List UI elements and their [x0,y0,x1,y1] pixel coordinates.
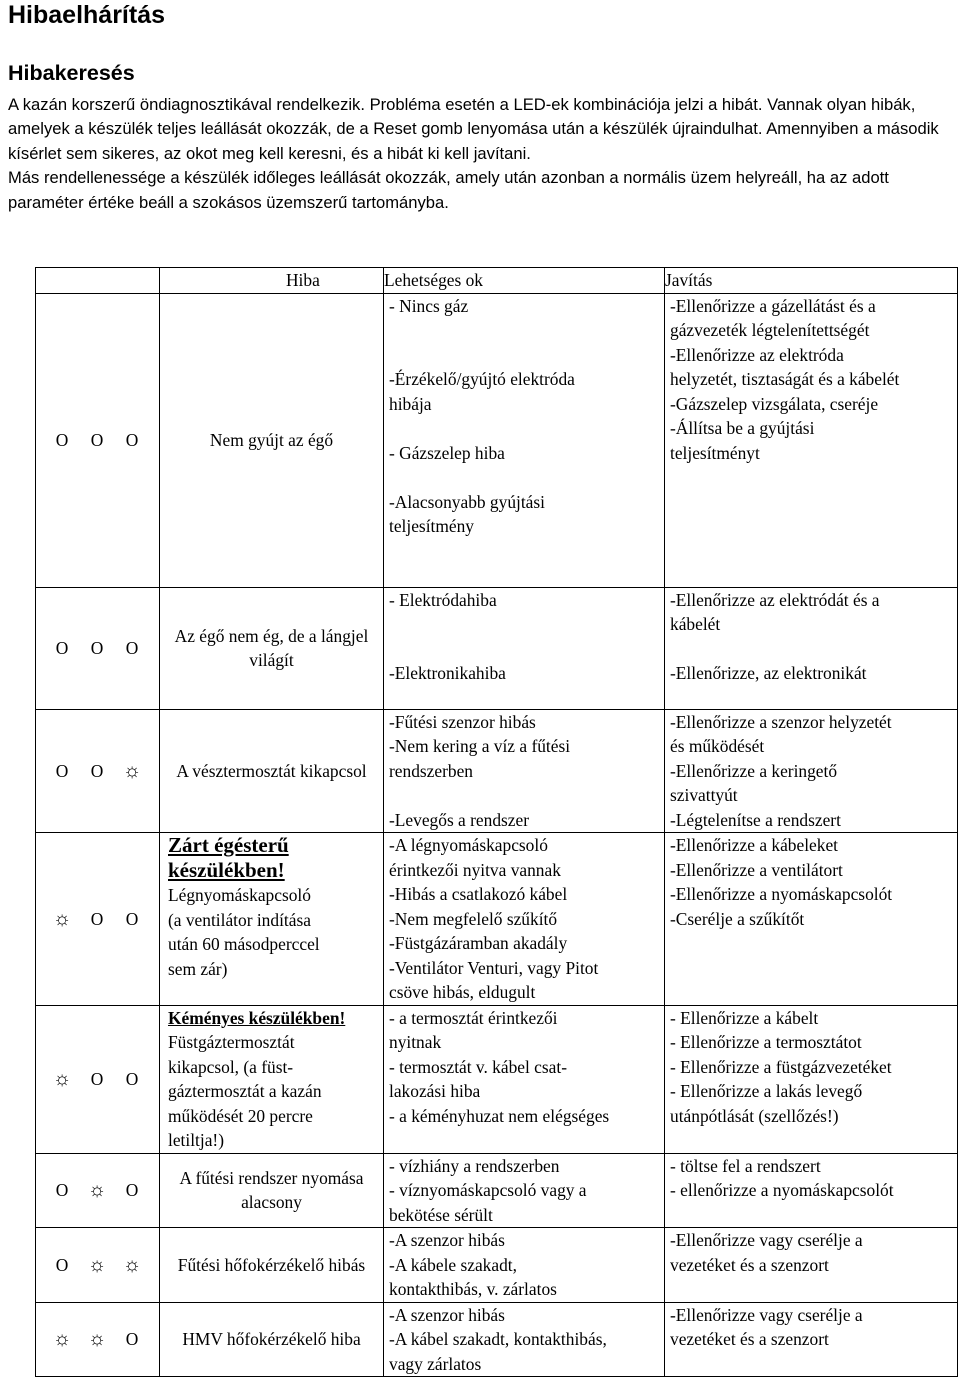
led-off-icon: O [55,637,69,658]
possible-cause [384,1153,665,1228]
header-hiba: Hiba [160,268,384,294]
remedy-line: - ellenőrizze a nyomáskapcsolót [670,1180,894,1200]
remedy-line: -Ellenőrizze a kábeleket [670,835,839,855]
possible-cause-line: -Érzékelő/gyújtó elektróda [389,369,575,389]
possible-cause-line: bekötése sérült [389,1204,493,1225]
fault-description [160,1153,384,1228]
remedy-line: -Ellenőrizze a gázellátást és a [670,295,876,316]
table-row [36,587,958,709]
remedy [665,1228,958,1303]
remedy-line: vezetéket és a szenzort [670,1254,829,1275]
remedy-line [670,637,957,662]
fault-text: Nem gyújt az égő [209,429,334,450]
remedy-line: teljesítményt [670,442,760,463]
remedy-line: -Ellenőrizze vagy cserélje a [670,1304,863,1325]
fault-description [160,587,384,709]
remedy-line: -Ellenőrizze az elektródát és a [670,589,880,610]
fault-description [160,1005,384,1153]
possible-cause-line: -Füstgázáramban akadály [389,933,568,953]
led-off-icon: O [55,1180,69,1200]
led-off-icon: O [55,429,69,450]
remedy-line: -Állítsa be a gyújtási [670,418,815,438]
fault-line: (a ventilátor indítása [168,909,311,930]
fault-text: Az égő nem ég, de a lángjel világít [174,625,369,670]
section-title: Hibakeresés [8,61,135,85]
remedy-line: és működését [670,736,765,756]
fault-text: A fűtési rendszer nyomása alacsony [179,1167,364,1213]
remedy-line: -Ellenőrizze az elektróda [670,344,844,365]
led-combination [36,1228,160,1303]
led-off-icon: O [125,1329,139,1349]
possible-cause-line: -Elektronikahiba [389,663,506,683]
possible-cause-line: -Fűtési szenzor hibás [389,711,536,732]
led-off-icon: O [90,637,104,658]
possible-cause-line: hibája [389,393,432,414]
possible-cause [384,1302,665,1377]
fault-description [160,293,384,587]
possible-cause-line [389,612,664,637]
possible-cause-line: érintkezői nyitva vannak [389,859,561,880]
table-row [36,1302,958,1377]
led-blink-icon: ☼ [52,907,72,930]
intro-text [8,93,956,215]
led-blink-icon: ☼ [52,1067,72,1090]
possible-cause-line [389,637,664,662]
header-javitas: Javítás [665,268,958,294]
possible-cause [384,587,665,709]
remedy-line: szivattyút [670,785,738,805]
possible-cause-line [389,343,664,368]
led-combination [36,1005,160,1153]
led-blink-icon: ☼ [87,1179,107,1201]
possible-cause-line: -Nem kering a víz a fűtési [389,736,571,756]
table-row [36,833,958,1006]
remedy [665,293,958,587]
possible-cause-line: rendszerben [389,760,474,781]
possible-cause-line: - a kéményhuzat nem elégséges [389,1105,610,1126]
possible-cause [384,1005,665,1153]
possible-cause [384,1228,665,1303]
table-body [36,293,958,1377]
intro-paragraph-2: Más rendellenessége a készülék időleges leállását okozzák, amely után azonban a normális üzem helyreáll, ha az adott paraméter értéke beáll a szokásos üzemszerű tartományba. [8,168,889,212]
led-off-icon: O [125,637,139,658]
led-combination [36,1153,160,1228]
possible-cause-line: -Ventilátor Venturi, vagy Pitot [389,957,599,978]
table-row [36,1228,958,1303]
remedy-line: -Ellenőrizze a nyomáskapcsolót [670,884,893,904]
possible-cause [384,833,665,1006]
possible-cause-line: -A kábele szakadt, [389,1254,517,1275]
possible-cause-line: nyitnak [389,1032,442,1052]
fault-description [160,833,384,1006]
possible-cause-line: csöve hibás, eldugult [389,982,536,1002]
led-off-icon: O [125,1068,139,1089]
remedy-line: - töltse fel a rendszert [670,1155,821,1176]
possible-cause-line: lakozási hiba [389,1081,481,1101]
fault-line: Légnyomáskapcsoló [168,885,311,905]
fault-line: sem zár) [168,958,228,979]
possible-cause-line: vagy zárlatos [389,1353,482,1374]
possible-cause-line: kontakthibás, v. zárlatos [389,1279,557,1299]
led-blink-icon: ☼ [122,1253,142,1276]
troubleshooting-table [35,267,958,1377]
possible-cause-line: - a termosztát érintkezői [389,1007,558,1028]
possible-cause [384,709,665,833]
fault-text: HMV hőfokérzékelő hiba [182,1329,361,1349]
possible-cause-line: - termosztát v. kábel csat- [389,1056,568,1077]
possible-cause-line [389,465,664,490]
remedy-line: -Gázszelep vizsgálata, cseréje [670,393,879,414]
remedy-line: kábelét [670,614,721,634]
possible-cause-line: teljesítmény [389,516,475,536]
fault-heading: Kéményes készülékben! [168,1007,346,1028]
led-off-icon: O [125,908,139,929]
possible-cause-line [389,318,664,343]
possible-cause-line: -A szenzor hibás [389,1304,505,1325]
remedy-line: helyzetét, tisztaságát és a kábelét [670,369,900,389]
table-row [36,709,958,833]
fault-line: Füstgáztermosztát [168,1032,295,1052]
remedy-line: - Ellenőrizze a termosztátot [670,1032,862,1052]
possible-cause [384,293,665,587]
page-title: Hibaelhárítás [8,1,166,29]
remedy-line: -Ellenőrizze vagy cserélje a [670,1230,863,1250]
fault-heading: Zárt égésterű készülékben! [168,833,289,882]
remedy [665,1302,958,1377]
remedy-line: -Cserélje a szűkítőt [670,908,805,929]
led-off-icon: O [90,908,104,929]
fault-text: Fűtési hőfokérzékelő hibás [177,1254,366,1275]
led-blink-icon: ☼ [52,1328,72,1350]
fault-description [160,1228,384,1303]
fault-description [160,709,384,833]
led-combination [36,1302,160,1377]
fault-line: gáztermosztát a kazán [168,1081,322,1101]
intro-paragraph-1: A kazán korszerű öndiagnosztikával rendelkezik. Probléma esetén a LED-ek kombinációja jelzi a hibát. Vannak olyan hibák, amelyek a készülék teljes leállását okozzák, de a Reset gomb lenyomása után a készülék újraindulhat. Amennyiben a második kísérlet sem sikeres, az okot meg kell keresni, és a hibát ki kell javítani. [8,95,939,163]
led-off-icon: O [90,760,104,781]
remedy [665,833,958,1006]
possible-cause-line: - Nincs gáz [389,295,469,316]
possible-cause-line: -Levegős a rendszer [389,809,530,830]
remedy [665,709,958,833]
possible-cause-line: -Nem megfelelő szűkítő [389,908,558,929]
possible-cause-line: -A légnyomáskapcsoló [389,835,548,855]
led-blink-icon: ☼ [122,759,142,782]
possible-cause-line: - víznyomáskapcsoló vagy a [389,1180,587,1200]
possible-cause-line: - vízhiány a rendszerben [389,1155,560,1176]
remedy-line: -Ellenőrizze a ventilátort [670,859,843,880]
possible-cause-line: - Elektródahiba [389,589,497,610]
remedy-line: -Légtelenítse a rendszert [670,809,841,830]
remedy-line: - Ellenőrizze a füstgázvezetéket [670,1056,892,1077]
led-off-icon: O [90,1068,104,1089]
remedy-line: - Ellenőrizze a lakás levegő [670,1081,863,1101]
remedy-line: vezetéket és a szenzort [670,1329,829,1349]
led-blink-icon: ☼ [87,1253,107,1276]
led-off-icon: O [125,1180,139,1200]
led-off-icon: O [55,760,69,781]
fault-line: letiltja!) [168,1130,225,1150]
remedy [665,587,958,709]
fault-line: után 60 másodperccel [168,934,320,954]
remedy-line: -Ellenőrizze, az elektronikát [670,663,867,683]
fault-text: A vésztermosztát kikapcsol [176,760,367,781]
led-off-icon: O [90,429,104,450]
table-row [36,1005,958,1153]
possible-cause-line: -A szenzor hibás [389,1230,505,1250]
possible-cause-line [389,416,664,441]
led-combination [36,833,160,1006]
remedy-line: utánpótlását (szellőzés!) [670,1105,839,1126]
header-ok: Lehetséges ok [384,268,665,294]
fault-line: kikapcsol, (a füst- [168,1056,294,1077]
table-row [36,293,958,587]
remedy [665,1005,958,1153]
possible-cause-line: -A kábel szakadt, kontakthibás, [389,1329,607,1349]
possible-cause-line: -Alacsonyabb gyújtási [389,491,545,512]
possible-cause-line: - Gázszelep hiba [389,442,505,463]
led-off-icon: O [125,429,139,450]
led-combination [36,587,160,709]
led-combination [36,293,160,587]
remedy [665,1153,958,1228]
fault-line: működését 20 percre [168,1105,313,1126]
remedy-line: -Ellenőrizze a szenzor helyzetét [670,711,892,732]
led-combination [36,709,160,833]
table-row [36,1153,958,1228]
possible-cause-line: -Hibás a csatlakozó kábel [389,884,568,904]
remedy-line: -Ellenőrizze a keringető [670,760,838,781]
possible-cause-line [389,783,664,808]
header-led [36,268,160,294]
led-off-icon: O [55,1254,69,1275]
fault-description [160,1302,384,1377]
remedy-line: gázvezeték légtelenítettségét [670,320,870,340]
led-blink-icon: ☼ [87,1328,107,1350]
remedy-line: - Ellenőrizze a kábelt [670,1007,819,1028]
